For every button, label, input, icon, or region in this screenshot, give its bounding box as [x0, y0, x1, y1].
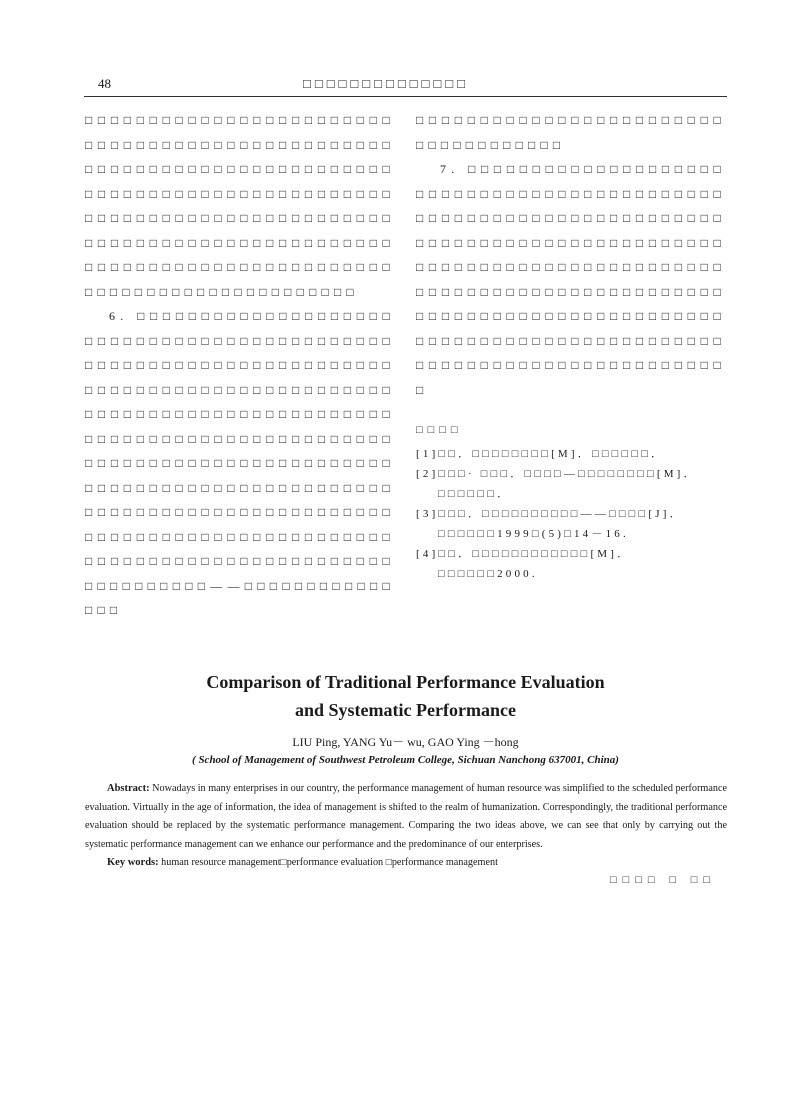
- reference-item: [4]□□．□□□□□□□□□□□□[M]．□□□□□□2000.: [416, 548, 632, 580]
- english-title: Comparison of Traditional Performance Evaluation and Systematic Performance: [206, 672, 605, 720]
- running-header: [98, 76, 728, 96]
- editor-note: □□□□ □ □□: [610, 874, 717, 886]
- abstract-label: Abstract:: [107, 783, 150, 794]
- english-keywords: [85, 854, 727, 872]
- keywords-label: Key words:: [107, 857, 159, 868]
- body-paragraph-6: 6. □□□□□□□□□□□□□□□□□□□□□□□□□□□□□□□□□□□□□□□□□□□□□□□□□□□□□□□□□□□□□□□□□□□□□□□□□□□□□□□□□□□□□□□□□□□□□□□□□□□□□□□□□□□□□□□□□□□□□□□□□□□□□□□□□□□□□□□□□□□□□□□□□□□□□□□□□□□□□□□□□□□□□□□□□□□□□□□□□□□□□□□□□□□□□□□□□□□□□□□□□□□□□□□□□□□□□□□□□□□□□□□□□□□□□□□□□□□□□□□□□□□□□□□□□□□□□□□□□□□□□□□□□□□□□□——□□□□□□□□□□□□□□□: [85, 309, 395, 617]
- body-paragraph-continued: □□□□□□□□□□□□□□□□□□□□□□□□□□□□□□□□□□□□□□□□□□□□□□□□□□□□□□□□□□□□□□□□□□□□□□□□□□□□□□□□□□□□□□□□□□□□□□□□□□□□□□□□□□□□□□□□□□□□□□□□□□□□□□□□□□□□□□□□□□□□□□□□□□□□□□□□□□□□□□□□□□□□□□□□□□□□□□□□□□□□□□□□□□□□□□: [85, 113, 395, 299]
- references-heading: □□□□: [416, 424, 463, 436]
- header-rule: [84, 96, 727, 97]
- keywords-text: human resource management□performance evaluation □performance management: [161, 857, 498, 868]
- reference-item: [2]□□□· □□□．□□□□—□□□□□□□□[M]．□□□□□□．: [416, 468, 698, 500]
- english-affiliation: ( School of Management of Southwest Petroleum College, Sichuan Nanchong 637001, China): [192, 754, 619, 766]
- reference-item: [3]□□□．□□□□□□□□□□——□□□□[J]．□□□□□□1999□(5)□14－16.: [416, 508, 684, 540]
- english-abstract: [85, 780, 727, 855]
- body-paragraph-7: 7. □□□□□□□□□□□□□□□□□□□□□□□□□□□□□□□□□□□□□□□□□□□□□□□□□□□□□□□□□□□□□□□□□□□□□□□□□□□□□□□□□□□□□□□□□□□□□□□□□□□□□□□□□□□□□□□□□□□□□□□□□□□□□□□□□□□□□□□□□□□□□□□□□□□□□□□□□□□□□□□□□□□□□□□□□□□□□□□□□□□□□□□□□□□□□□□□□□□□□□□□□□□□□□□□□□□□□: [416, 162, 726, 397]
- english-authors: LIU Ping, YANG Yu－ wu, GAO Ying －hong: [292, 735, 519, 749]
- page-number: 48: [98, 76, 111, 91]
- reference-item: [1]□□．□□□□□□□□[M]．□□□□□□．: [416, 448, 666, 460]
- body-paragraph-continued-right: □□□□□□□□□□□□□□□□□□□□□□□□□□□□□□□□□□□□: [416, 113, 726, 152]
- abstract-text: Nowadays in many enterprises in our country, the performance management of human resource was simplified to the scheduled performance evaluation. Virtually in the age of information, the idea of management is shifted to the realm of humanization. Correspondingly, the traditional performance evaluation should be replaced by the systematic performance management. Comparing the two ideas above, we can see that only by carrying out the systematic performance management can we enhance our performance and the predominance of our enterprises.: [85, 783, 728, 851]
- journal-title: □□□□□□□□□□□□□□: [303, 76, 469, 91]
- left-column: [85, 108, 395, 623]
- right-column: [416, 108, 726, 584]
